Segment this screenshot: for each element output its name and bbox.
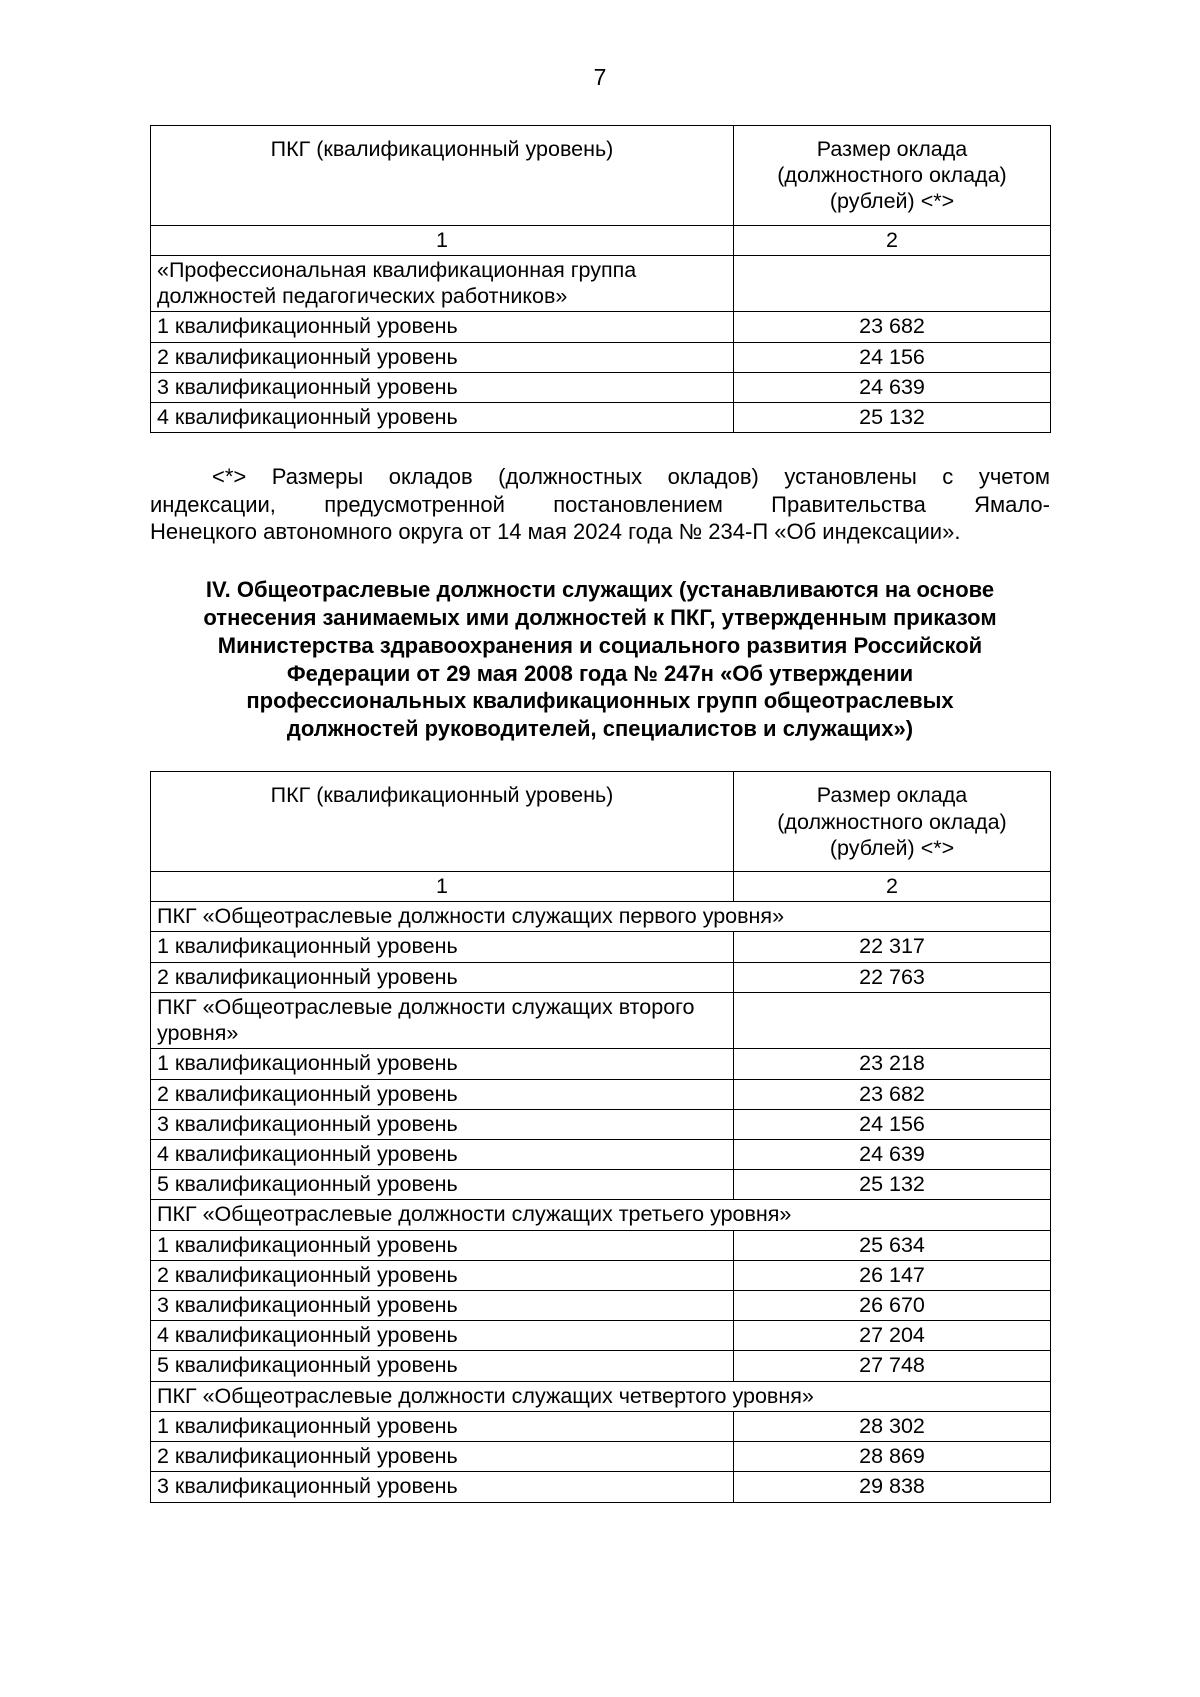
footnote-line-2: индексации, предусмотренной постановлением Правительства Ямало-	[150, 491, 1050, 517]
table-row	[151, 1049, 1051, 1079]
heading-line-1: IV. Общеотраслевые должности служащих (устанавливаются на основе	[205, 576, 995, 602]
table-row	[151, 1260, 1051, 1290]
level-value-cell: 22 763	[734, 962, 1051, 992]
table-row	[151, 1321, 1051, 1351]
table-row	[151, 342, 1051, 372]
level-name-cell: 4 квалификационный уровень	[151, 1139, 734, 1169]
header-salary-line1: Размер оклада	[816, 137, 968, 161]
table-row	[151, 1411, 1051, 1441]
table-general-positions	[150, 771, 1051, 1502]
table-header-row	[151, 772, 1051, 872]
table-row	[151, 1472, 1051, 1502]
page-number: 7	[593, 64, 607, 90]
level-name-cell: 3 квалификационный уровень	[151, 372, 734, 402]
table-row	[151, 312, 1051, 342]
table-pedagogical-wrapper	[150, 125, 1050, 433]
level-name-cell: 2 квалификационный уровень	[151, 1079, 734, 1109]
group-value-cell	[734, 992, 1051, 1048]
heading-line-4: Федерации от 29 мая 2008 года № 247н «Об утверждении	[286, 660, 914, 686]
table-pedagogical	[150, 125, 1051, 433]
header-cell-salary	[734, 126, 1051, 226]
level-value-cell: 27 748	[734, 1351, 1051, 1381]
level-value-cell: 29 838	[734, 1472, 1051, 1502]
page-content	[150, 125, 1050, 1503]
table-general-wrapper	[150, 771, 1050, 1502]
header-salary-line3: (рублей) <*>	[829, 835, 955, 860]
level-name-cell: 1 квалификационный уровень	[151, 1411, 734, 1441]
group-value-cell	[734, 255, 1051, 311]
level-value-cell: 26 670	[734, 1291, 1051, 1321]
level-name-cell: 4 квалификационный уровень	[151, 402, 734, 432]
heading-line-2: отнесения занимаемых ими должностей к ПКГ, утвержденным приказом	[203, 604, 997, 630]
level-name-cell: 4 квалификационный уровень	[151, 1321, 734, 1351]
table-row	[151, 1351, 1051, 1381]
heading-line-3: Министерства здравоохранения и социального развития Российской	[217, 632, 983, 658]
header-cell-pkg: ПКГ (квалификационный уровень)	[151, 772, 734, 872]
level-name-cell: 5 квалификационный уровень	[151, 1170, 734, 1200]
level-name-cell: 3 квалификационный уровень	[151, 1109, 734, 1139]
group-name-line2: должностей педагогических работников»	[157, 284, 568, 309]
table-row	[151, 1200, 1051, 1230]
level-value-cell: 22 317	[734, 932, 1051, 962]
table-row	[151, 402, 1051, 432]
numbering-cell-1: 1	[151, 871, 734, 901]
level-value-cell: 24 156	[734, 342, 1051, 372]
table-row	[151, 372, 1051, 402]
level-value-cell: 24 639	[734, 372, 1051, 402]
level-value-cell: 23 218	[734, 1049, 1051, 1079]
numbering-cell-2: 2	[734, 871, 1051, 901]
table-numbering-row	[151, 225, 1051, 255]
level-name-cell: 1 квалификационный уровень	[151, 1049, 734, 1079]
header-salary-line2: (должностного оклада)	[777, 809, 1007, 834]
group-name-line2: второго уровня»	[157, 994, 695, 1046]
section-heading-iv	[150, 576, 1050, 744]
level-value-cell: 25 634	[734, 1230, 1051, 1260]
level-value-cell: 28 869	[734, 1442, 1051, 1472]
header-salary-line2: (должностного оклада)	[777, 163, 1007, 188]
footnote-line-1: <*> Размеры окладов (должностных окладов) установлены с учетом	[212, 464, 1050, 490]
group-name-cell: ПКГ «Общеотраслевые должности служащих четвертого уровня»	[151, 1381, 1051, 1411]
footnote-line-3: Ненецкого автономного округа от 14 мая 2024 года № 234-П «Об индексации».	[150, 519, 961, 545]
level-value-cell: 24 156	[734, 1109, 1051, 1139]
level-name-cell: 2 квалификационный уровень	[151, 1260, 734, 1290]
header-cell-salary	[734, 772, 1051, 872]
level-name-cell: 2 квалификационный уровень	[151, 962, 734, 992]
header-cell-pkg: ПКГ (квалификационный уровень)	[151, 126, 734, 226]
table-pedagogical-body	[151, 126, 1051, 433]
group-name-line1: ПКГ «Общеотраслевые должности служащих	[157, 994, 613, 1019]
group-name-line1: «Профессиональная квалификационная группа	[157, 257, 637, 282]
table-row	[151, 1381, 1051, 1411]
level-name-cell: 3 квалификационный уровень	[151, 1291, 734, 1321]
numbering-cell-2: 2	[734, 225, 1051, 255]
group-name-cell	[151, 992, 734, 1048]
level-value-cell: 25 132	[734, 1170, 1051, 1200]
level-name-cell: 1 квалификационный уровень	[151, 1230, 734, 1260]
level-name-cell: 3 квалификационный уровень	[151, 1472, 734, 1502]
header-salary-line1: Размер оклада	[816, 783, 968, 808]
level-value-cell: 23 682	[734, 1079, 1051, 1109]
level-value-cell: 25 132	[734, 402, 1051, 432]
table-row	[151, 1109, 1051, 1139]
table-row	[151, 932, 1051, 962]
level-value-cell: 23 682	[734, 312, 1051, 342]
table-row	[151, 1170, 1051, 1200]
table-row	[151, 255, 1051, 311]
level-name-cell: 1 квалификационный уровень	[151, 932, 734, 962]
table-row	[151, 962, 1051, 992]
numbering-cell-1: 1	[151, 225, 734, 255]
level-name-cell: 1 квалификационный уровень	[151, 312, 734, 342]
table-row	[151, 1442, 1051, 1472]
table-row	[151, 1291, 1051, 1321]
level-value-cell: 28 302	[734, 1411, 1051, 1441]
level-name-cell: 2 квалификационный уровень	[151, 1442, 734, 1472]
footnote-paragraph	[150, 463, 1050, 546]
table-row	[151, 902, 1051, 932]
group-name-cell: ПКГ «Общеотраслевые должности служащих первого уровня»	[151, 902, 1051, 932]
table-general-body	[151, 772, 1051, 1502]
heading-line-6: должностей руководителей, специалистов и служащих»)	[286, 716, 914, 742]
level-value-cell: 27 204	[734, 1321, 1051, 1351]
table-header-row	[151, 126, 1051, 226]
table-row	[151, 1139, 1051, 1169]
header-salary-line3: (рублей) <*>	[829, 189, 955, 214]
group-name-cell	[151, 255, 734, 311]
group-name-cell: ПКГ «Общеотраслевые должности служащих третьего уровня»	[151, 1200, 1051, 1230]
table-row	[151, 1230, 1051, 1260]
level-name-cell: 2 квалификационный уровень	[151, 342, 734, 372]
level-value-cell: 24 639	[734, 1139, 1051, 1169]
table-row	[151, 1079, 1051, 1109]
heading-line-5: профессиональных квалификационных групп общеотраслевых	[246, 688, 954, 714]
level-name-cell: 5 квалификационный уровень	[151, 1351, 734, 1381]
table-numbering-row	[151, 871, 1051, 901]
level-value-cell: 26 147	[734, 1260, 1051, 1290]
table-row	[151, 992, 1051, 1048]
